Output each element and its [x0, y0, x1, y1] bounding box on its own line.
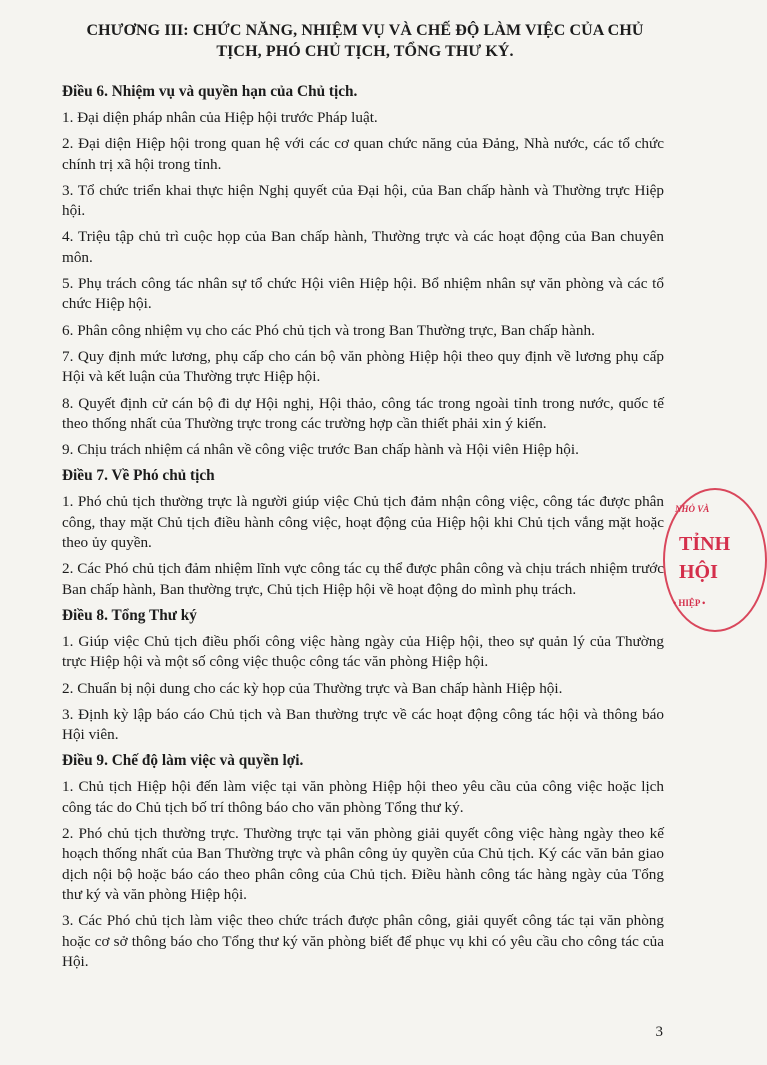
article-paragraph: 1. Giúp việc Chủ tịch điều phối công việc hàng ngày của Hiệp hội, theo sự quản lý của Thường trực Hiệp hội và một số công việc thuộc công tác văn phòng Hiệp hội.: [62, 632, 664, 671]
article-paragraph: 5. Phụ trách công tác nhân sự tổ chức Hội viên Hiệp hội. Bổ nhiệm nhân sự văn phòng và các tổ chức Hiệp hội.: [62, 275, 664, 313]
stamp-center-text: [679, 530, 730, 586]
red-seal-stamp: [663, 488, 767, 632]
article-paragraph: 1. Phó chủ tịch thường trực là người giúp việc Chủ tịch đảm nhận công việc, công tác được phân công, thay mặt Chủ tịch điều hành công việc, hoạt động của Hiệp hội khi Chủ tịch vắng mặt hoặc theo ủy quyền.: [62, 493, 664, 552]
article-7: [62, 466, 664, 599]
article-6: [62, 82, 664, 460]
article-paragraph: 1. Đại diện pháp nhân của Hiệp hội trước Pháp luật.: [62, 109, 378, 126]
page-number: 3: [655, 1024, 663, 1040]
article-heading: Điều 9. Chế độ làm việc và quyền lợi.: [62, 752, 304, 770]
stamp-line-1: TỈNH: [679, 533, 731, 555]
article-paragraph: 8. Quyết định cử cán bộ đi dự Hội nghị, Hội thảo, công tác trong ngoài tỉnh trong nước, quốc tế theo thống nhất của Thường trực trong các trường hợp cần thiết phải xin ý kiến.: [62, 394, 664, 432]
article-paragraph: 7. Quy định mức lương, phụ cấp cho cán bộ văn phòng Hiệp hội theo quy định về lương phụ cấp Hội và kết luận của Thường trực Hiệp hội.: [62, 347, 664, 386]
article-paragraph: 2. Phó chủ tịch thường trực. Thường trực tại văn phòng giải quyết công việc hàng ngày theo kế hoạch thống nhất của Ban Thường trực và phân công ủy quyền của Chủ tịch. Ký các văn bản giao dịch nội bộ hoặc báo cáo theo phân công của Chủ tịch. Điều hành công tác hàng ngày của Tổng thư ký và văn phòng Hiệp hội.: [62, 825, 664, 903]
article-paragraph: 3. Tổ chức triển khai thực hiện Nghị quyết của Đại hội, của Ban chấp hành và Thường trực Hiệp hội.: [62, 181, 664, 220]
article-paragraph: 6. Phân công nhiệm vụ cho các Phó chủ tịch và trong Ban Thường trực, Ban chấp hành.: [62, 321, 595, 339]
article-paragraph: 2. Chuẩn bị nội dung cho các kỳ họp của Thường trực và Ban chấp hành Hiệp hội.: [62, 679, 563, 697]
article-paragraph: 9. Chịu trách nhiệm cá nhân về công việc trước Ban chấp hành và Hội viên Hiệp hội.: [62, 441, 579, 459]
stamp-bottom-text: • HIỆP •: [673, 598, 706, 608]
article-heading: Điều 8. Tổng Thư ký: [62, 606, 197, 624]
document-body: [62, 82, 664, 978]
chapter-title: CHƯƠNG III: CHỨC NĂNG, NHIỆM VỤ VÀ CHẾ ĐỘ LÀM VIỆC CỦA CHỦ TỊCH, PHÓ CHỦ TỊCH, TỔNG THƯ KÝ.: [86, 22, 644, 60]
article-8: [62, 606, 664, 745]
article-heading: Điều 6. Nhiệm vụ và quyền hạn của Chủ tịch.: [62, 83, 358, 100]
stamp-top-text: NHỎ VÀ: [675, 504, 710, 514]
article-paragraph: 1. Chủ tịch Hiệp hội đến làm việc tại văn phòng Hiệp hội theo yêu cầu của công việc hoặc lịch công tác do Chủ tịch bố trí thông báo cho văn phòng Tổng thư ký.: [62, 778, 664, 816]
article-9: [62, 751, 664, 972]
article-paragraph: 3. Các Phó chủ tịch làm việc theo chức trách được phân công, giải quyết công tác tại văn phòng hoặc cơ sở thông báo cho Tổng thư ký văn phòng biết để phục vụ khi có yêu cầu cho công tác của Hội.: [62, 912, 664, 970]
article-heading: Điều 7. Về Phó chủ tịch: [62, 467, 215, 485]
article-paragraph: 4. Triệu tập chủ trì cuộc họp của Ban chấp hành, Thường trực và các hoạt động của Ban chuyên môn.: [62, 228, 664, 266]
article-paragraph: 2. Đại diện Hiệp hội trong quan hệ với các cơ quan chức năng của Đảng, Nhà nước, các tổ chức chính trị xã hội trong tỉnh.: [62, 135, 664, 173]
stamp-line-2: HỘI: [679, 561, 718, 583]
article-paragraph: 3. Định kỳ lập báo cáo Chủ tịch và Ban thường trực về các hoạt động công tác hội và thông báo Hội viên.: [62, 705, 664, 744]
article-paragraph: 2. Các Phó chủ tịch đảm nhiệm lĩnh vực công tác cụ thể được phân công và chịu trách nhiệm trước Ban chấp hành, Ban thường trực, Chủ tịch Hiệp hội về hoạt động do mình phụ trách.: [62, 560, 664, 598]
